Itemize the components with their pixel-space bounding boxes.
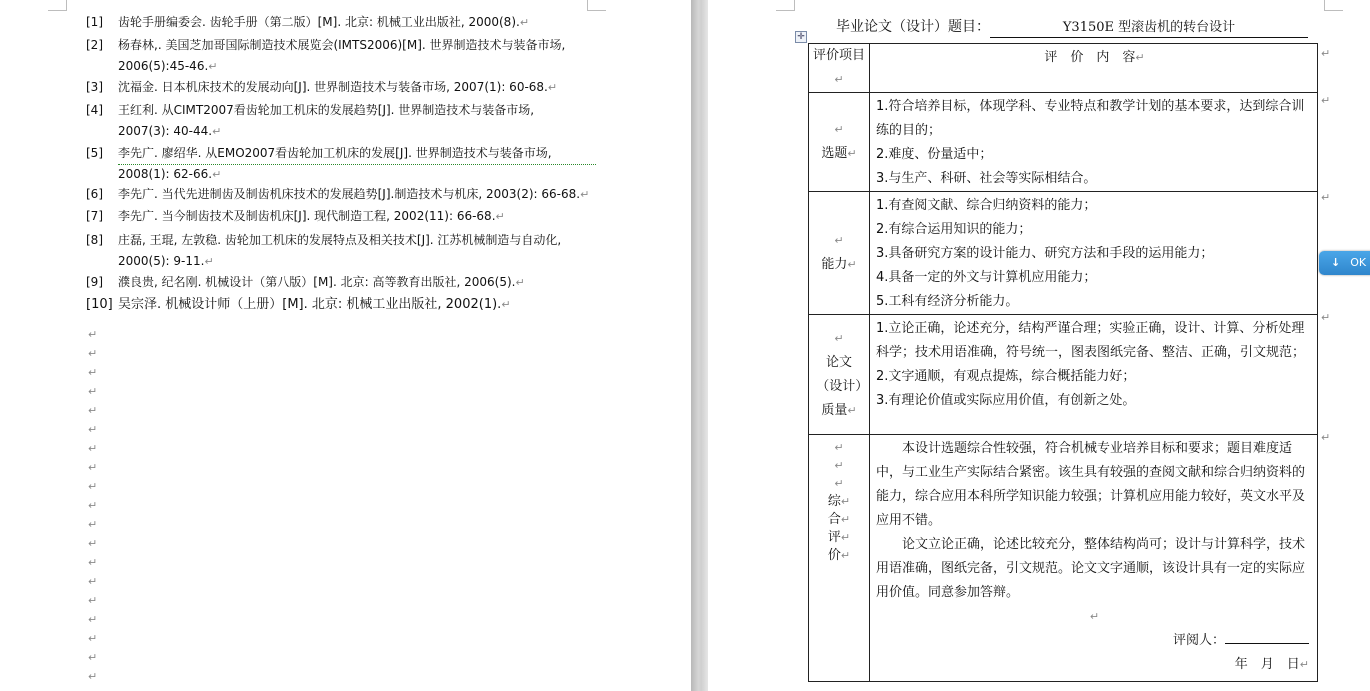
paragraph-mark: ↵ xyxy=(88,651,98,664)
row-content-cell[interactable]: 1.有查阅文献、综合归纳资料的能力； 2.有综合运用知识的能力； 3.具备研究方案的设计能力、研究方法和手段的运用能力； 4.具备一定的外文与计算机应用能力； 5.工科有经济分析能力。 xyxy=(870,192,1318,315)
paragraph-mark: ↵ xyxy=(88,328,98,341)
paragraph-mark: ↵ xyxy=(88,423,98,436)
paragraph-mark: ↵ xyxy=(88,575,98,588)
crop-mark xyxy=(48,0,67,11)
evaluation-table xyxy=(808,43,1318,682)
paragraph-mark: ↵ xyxy=(88,518,98,531)
table-row xyxy=(809,192,1318,315)
row-label-cell[interactable]: ↵ 选题↵ xyxy=(809,93,870,192)
row-end-mark: ↵ xyxy=(1321,311,1331,324)
reviewer-signature-field[interactable] xyxy=(1225,643,1309,644)
crop-mark xyxy=(587,0,606,11)
paragraph-mark: ↵ xyxy=(88,499,98,512)
side-ok-button[interactable]: ↓ OK xyxy=(1319,251,1370,275)
row-content-cell[interactable]: 1.符合培养目标，体现学科、专业特点和教学计划的基本要求，达到综合训练的目的； 2.难度、份量适中； 3.与生产、科研、社会等实际相结合。 xyxy=(870,93,1318,192)
row-label-cell[interactable]: ↵ 论文（设计）质量↵ xyxy=(809,315,870,435)
paragraph-mark: ↵ xyxy=(88,442,98,455)
table-header-row xyxy=(809,44,1318,93)
paragraph-mark: ↵ xyxy=(88,632,98,645)
paragraph-mark: ↵ xyxy=(88,461,98,474)
thesis-title[interactable]: Y3150E 型滚齿机的转台设计 xyxy=(990,19,1308,38)
move-handle-icon[interactable]: ✛ xyxy=(795,31,807,43)
thesis-title-label: 毕业论文（设计）题目： xyxy=(836,19,990,35)
paragraph-mark: ↵ xyxy=(88,404,98,417)
paragraph-mark: ↵ xyxy=(88,613,98,626)
row-end-mark: ↵ xyxy=(1321,94,1331,107)
summary-label-cell[interactable]: ↵ ↵ ↵ 综↵ 合↵ 评↵ 价↵ xyxy=(809,435,870,682)
crop-mark xyxy=(776,0,795,11)
paragraph-mark: ↵ xyxy=(88,556,98,569)
crop-mark xyxy=(1324,0,1343,11)
date-line: 年 月 日↵ xyxy=(1234,657,1309,672)
summary-content-cell[interactable]: 本设计选题综合性较强，符合机械专业培养目标和要求；题目难度适中，与工业生产实际结合紧密。该生具有较强的查阅文献和综合归纳资料的能力，综合应用本科所学知识能力较强；计算机应用能力较好，英文水平及应用不错。 论文立论正确，论述比较充分，整体结构尚可；设计与计算科学，技术用语准确，图纸完备，引文规范。论文文字通顺，该设计具有一定的实际应用价值。同意参加答辩。 ↵ 评阅人： 年 月 日↵ xyxy=(870,435,1318,682)
row-end-mark: ↵ xyxy=(1321,431,1331,444)
paragraph-mark: ↵ xyxy=(88,537,98,550)
paragraph-mark: ↵ xyxy=(88,366,98,379)
row-end-mark: ↵ xyxy=(1321,47,1331,60)
summary-paragraph: 本设计选题综合性较强，符合机械专业培养目标和要求；题目难度适中，与工业生产实际结合紧密。该生具有较强的查阅文献和综合归纳资料的能力，综合应用本科所学知识能力较强；计算机应用能力较好，英文水平及应用不错。 xyxy=(876,441,1306,528)
paragraph-mark: ↵ xyxy=(88,480,98,493)
reference-text: 齿轮手册编委会. 齿轮手册（第二版）[M]. 北京: 机械工业出版社, 2000(8).↵ xyxy=(118,15,530,29)
down-arrow-icon: ↓ xyxy=(1331,256,1341,269)
row-end-mark: ↵ xyxy=(1321,191,1331,204)
table-row xyxy=(809,93,1318,192)
page-gutter xyxy=(691,0,708,691)
summary-row xyxy=(809,435,1318,682)
header-item-cell[interactable]: 评价项目↵ xyxy=(809,44,870,93)
header-content-cell[interactable]: 评 价 内 容↵ xyxy=(870,44,1318,93)
summary-paragraph: 论文立论正确，论述比较充分，整体结构尚可；设计与计算科学，技术用语准确，图纸完备，引文规范。论文文字通顺，该设计具有一定的实际应用价值。同意参加答辩。 xyxy=(876,537,1306,600)
paragraph-mark: ↵ xyxy=(88,594,98,607)
row-content-cell[interactable]: 1.立论正确，论述充分，结构严谨合理；实验正确，设计、计算、分析处理科学；技术用语准确，符号统一，图表图纸完备、整洁、正确，引文规范； 2.文字通顺，有观点提炼，综合概括能力好； 3.有理论价值或实际应用价值，有创新之处。 xyxy=(870,315,1318,435)
reviewer-line: 评阅人： xyxy=(876,629,1313,653)
paragraph-mark: ↵ xyxy=(88,385,98,398)
table-row xyxy=(809,315,1318,435)
thesis-title-row xyxy=(836,16,1308,38)
paragraph-mark: ↵ xyxy=(88,347,98,360)
row-label-cell[interactable]: ↵ 能力↵ xyxy=(809,192,870,315)
paragraph-mark: ↵ xyxy=(88,670,98,683)
